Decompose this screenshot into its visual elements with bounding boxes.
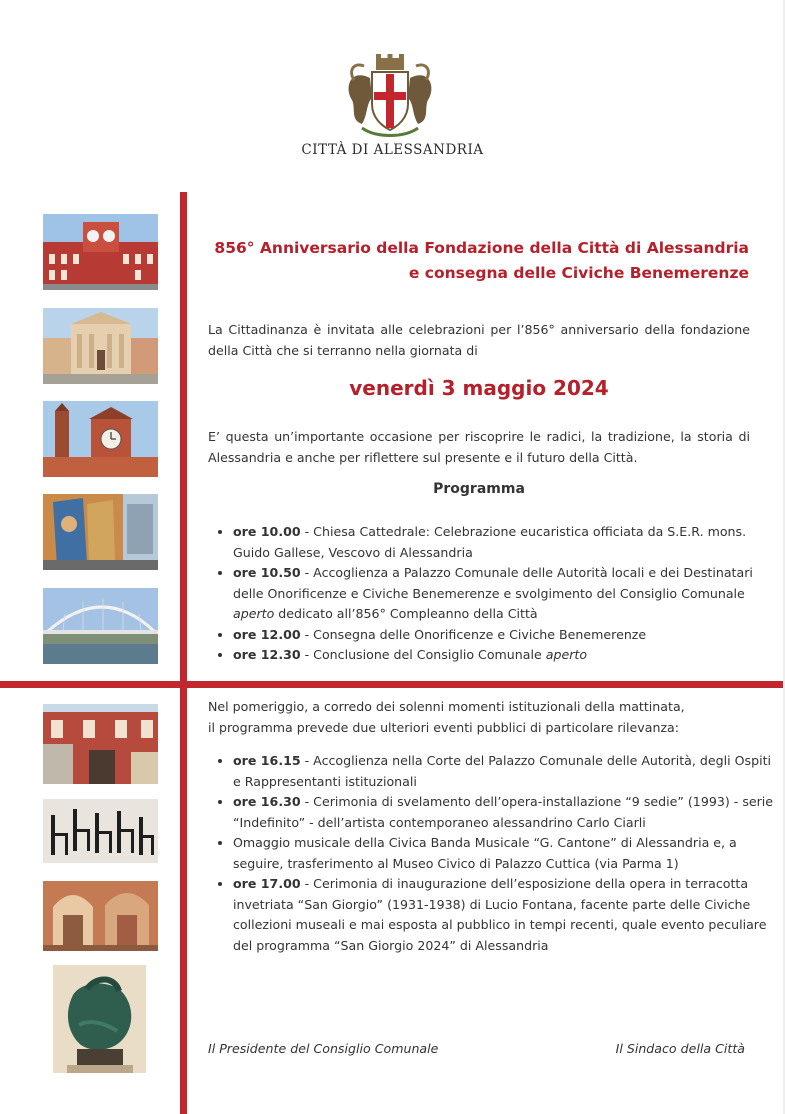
program-text-italic: aperto [545, 647, 588, 662]
program-text-italic: aperto [233, 606, 275, 621]
arch-bridge-photo [43, 588, 158, 664]
horizontal-red-rule [0, 681, 785, 688]
nine-chairs-sculpture-photo [43, 799, 158, 863]
city-name: CITTÀ DI ALESSANDRIA [301, 142, 484, 158]
program-text: - Accoglienza a Palazzo Comunale delle Autorità locali e dei Destinatari delle Onorificenze e Civiche Benemerenze e svolgimento del Consiglio Comunale [233, 565, 753, 601]
list-item [233, 874, 781, 956]
program-text: - Consegna delle Onorificenze e Civiche Benemerenze [300, 626, 647, 642]
program-heading: Programma [433, 481, 525, 497]
program-text-tail: dedicato all’856° Compleanno della Città [274, 606, 538, 621]
event-title-line-1: 856° Anniversario della Fondazione della Città di Alessandria [214, 239, 749, 257]
town-hall-clock-photo [43, 214, 158, 290]
list-item [233, 563, 781, 625]
afternoon-program-list [204, 751, 781, 956]
program-text: - Cerimonia di inaugurazione dell’esposizione della opera in terracotta invetriata “San Giorgio” (1931-1938) di Lucio Fontana, facente parte delle Civiche collezioni museali e mai esposta al pubblico in tempi recenti, quale evento peculiare del programma “San Giorgio 2024” di Alessandria [233, 876, 767, 953]
event-title-line-2: e consegna delle Civiche Benemerenze [408, 264, 749, 282]
program-time: ore 17.00 [233, 876, 301, 891]
program-text: - Cerimonia di svelamento dell’opera-installazione “9 sedie” (1993) - serie “Indefinito” - dell’artista contemporaneo alessandrino Carlo Ciarli [233, 794, 774, 830]
signature-council-president: Il Presidente del Consiglio Comunale [208, 1041, 439, 1056]
program-time: ore 12.00 [233, 626, 301, 642]
event-title [214, 236, 749, 286]
clock-tower-photo [43, 401, 158, 477]
city-crest-icon [340, 48, 440, 140]
program-text: - Conclusione del Consiglio Comunale [300, 647, 546, 662]
program-time: ore 10.00 [233, 524, 301, 539]
cathedral-facade-photo [43, 308, 158, 384]
list-item [233, 792, 781, 833]
program-text: - Accoglienza nella Corte del Palazzo Comunale delle Autorità, degli Ospiti e Rappresentanti istituzionali [233, 753, 772, 789]
invitation-paragraph: La Cittadinanza è invitata alle celebrazioni per l’856° anniversario della fondazione della Città che si terranno nella giornata di [208, 322, 750, 358]
afternoon-intro-line-1: Nel pomeriggio, a corredo dei solenni momenti istituzionali della mattinata, [208, 699, 685, 714]
program-time: ore 16.15 [233, 753, 301, 768]
frescoed-hall-photo [43, 881, 158, 951]
afternoon-intro [208, 697, 750, 738]
program-time: ore 16.30 [233, 794, 301, 809]
vertical-red-rule [180, 192, 187, 1114]
afternoon-intro-line-2: il programma prevede due ulteriori eventi pubblici di particolare rilevanza: [208, 719, 680, 735]
san-giorgio-sculpture-photo [53, 965, 146, 1073]
event-date: venerdì 3 maggio 2024 [349, 376, 609, 400]
list-item [233, 522, 781, 563]
program-text: Omaggio musicale della Civica Banda Musicale “G. Cantone” di Alessandria e, a seguire, trasferimento al Museo Civico di Palazzo Cuttica (via Parma 1) [233, 835, 737, 871]
palace-courtyard-photo [43, 704, 158, 784]
list-item [233, 625, 781, 646]
signature-mayor: Il Sindaco della Città [615, 1041, 745, 1056]
list-item [233, 751, 781, 792]
list-item [233, 833, 781, 874]
list-item [233, 645, 781, 666]
mosaic-wall-photo [43, 494, 158, 570]
program-text: - Chiesa Cattedrale: Celebrazione eucaristica officiata da S.E.R. mons. Guido Gallese, Vescovo di Alessandria [233, 524, 747, 560]
morning-program-list [204, 522, 781, 666]
program-time: ore 12.30 [233, 647, 301, 662]
program-time: ore 10.50 [233, 565, 301, 580]
occasion-paragraph: E’ questa un’importante occasione per riscoprire le radici, la tradizione, la storia di Alessandria e anche per riflettere sul presente e il futuro della Città. [208, 429, 750, 465]
